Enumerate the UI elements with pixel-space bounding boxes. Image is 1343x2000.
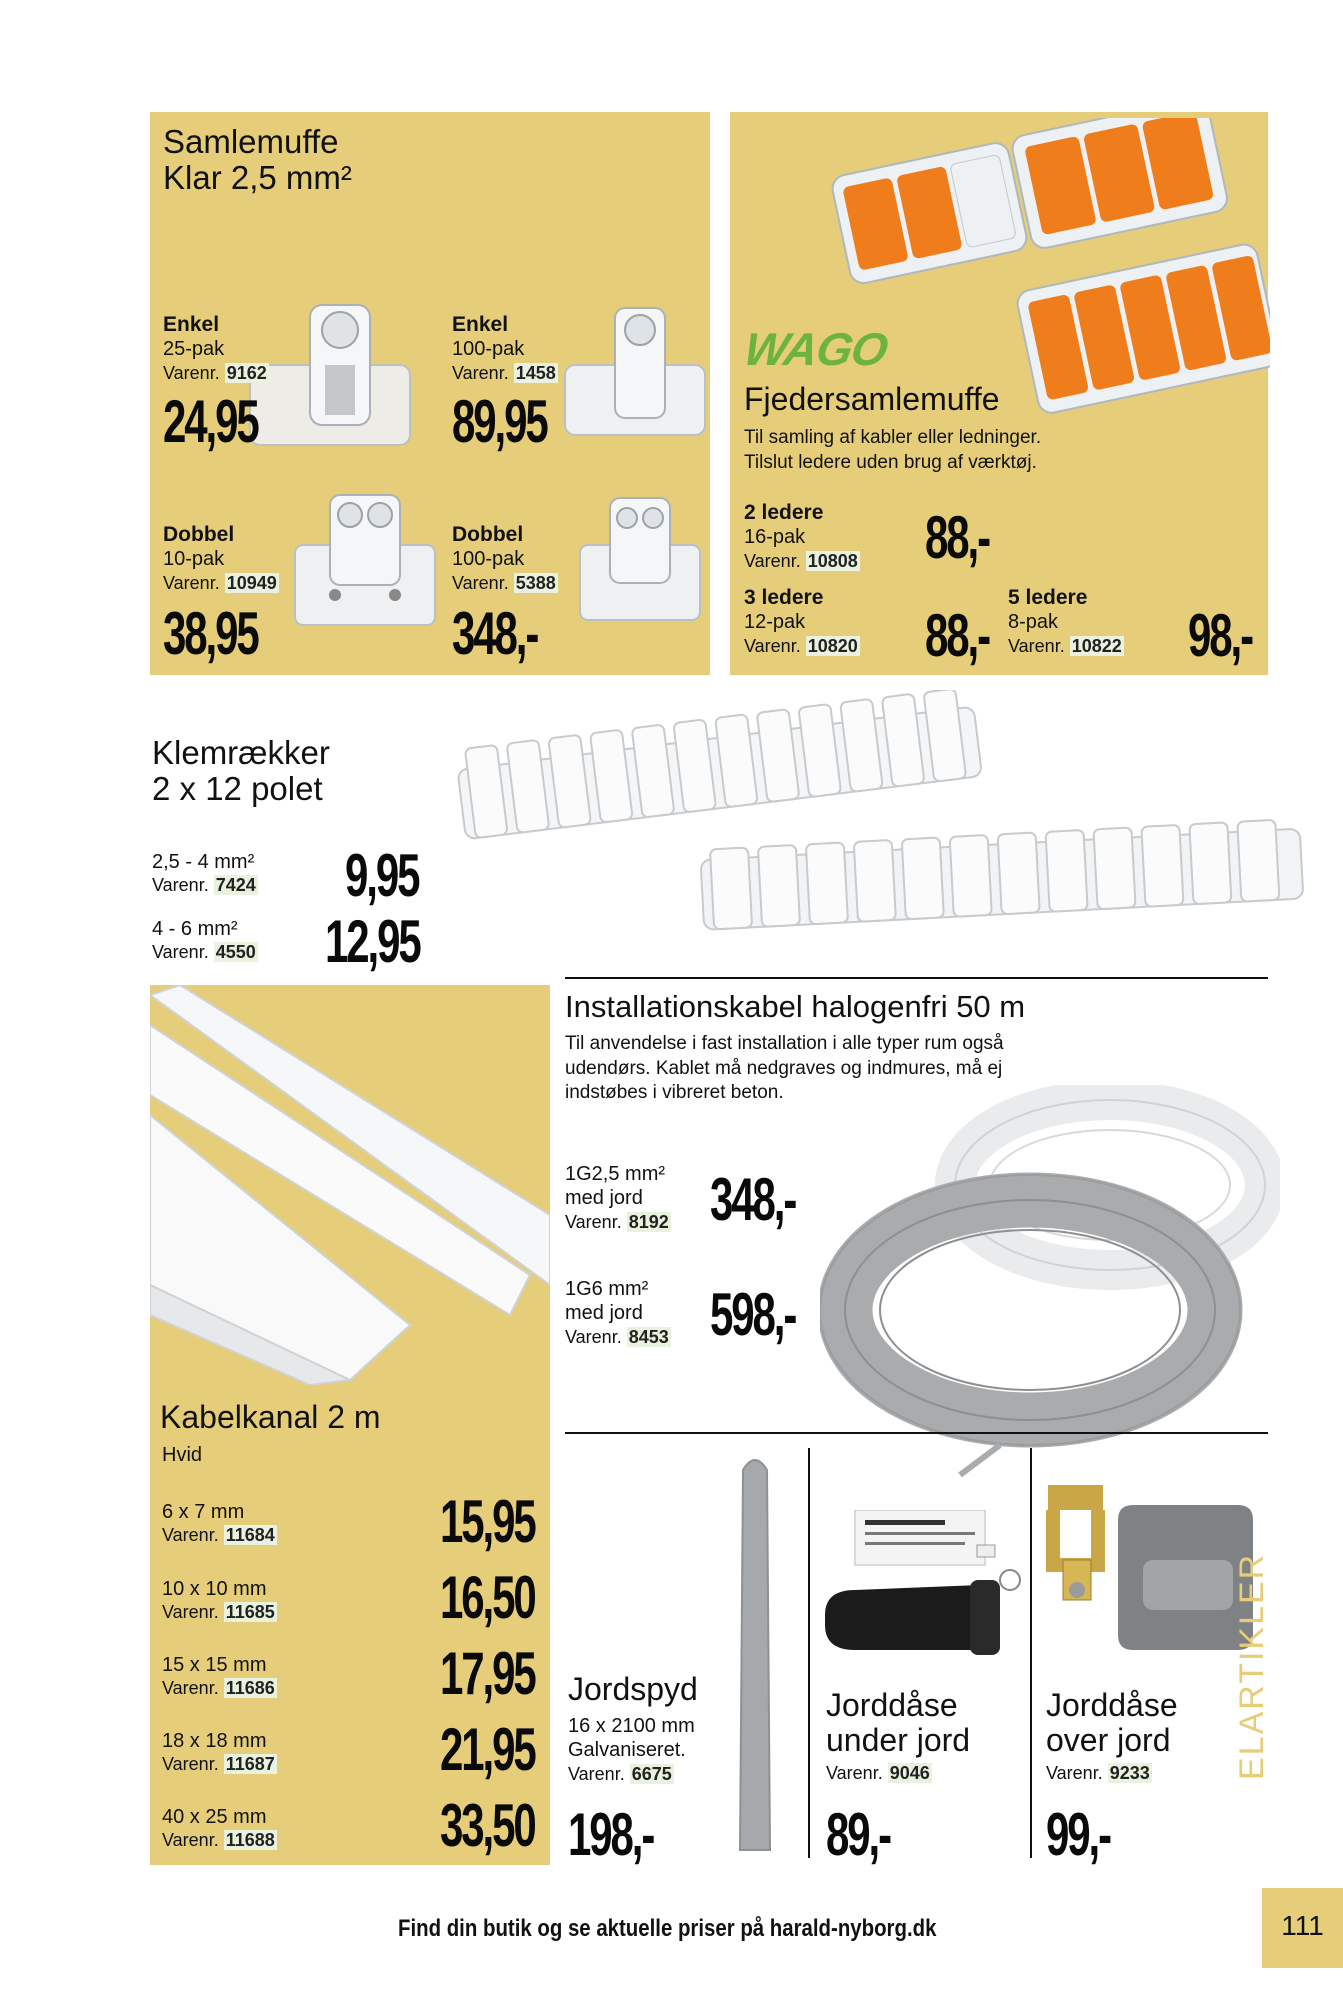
ground-rod-image <box>725 1450 785 1860</box>
varenr-number: 9162 <box>226 362 267 383</box>
price: 99,- <box>1046 1801 1110 1868</box>
varenr-number: 11687 <box>225 1754 275 1775</box>
kabel-item: 1G2,5 mm² med jord Varenr. 8192 <box>565 1163 669 1232</box>
jorddaase-over-varenr: Varenr. 9233 <box>1046 1763 1150 1783</box>
wago-item: 5 ledere 8-pak Varenr. 10822 <box>1008 586 1122 656</box>
samlemuffe-dobbel-image-2 <box>575 490 705 630</box>
varenr-number: 4550 <box>215 942 256 963</box>
cable-coil-image <box>820 1085 1280 1485</box>
price: 15,95 <box>440 1488 535 1555</box>
samlemuffe-enkel-image-2 <box>560 300 710 450</box>
varenr-number: 10949 <box>226 572 277 593</box>
samlemuffe-item: Enkel 25-pak Varenr. 9162 <box>163 313 267 383</box>
kabelkanal-item: 6 x 7 mm Varenr. 11684 <box>162 1501 275 1546</box>
kabelkanal-item: 10 x 10 mm Varenr. 11685 <box>162 1578 275 1623</box>
page-number-box <box>1262 1888 1343 1968</box>
kabelkanal-item: 15 x 15 mm Varenr. 11686 <box>162 1654 275 1699</box>
varenr-number: 11686 <box>225 1678 275 1699</box>
klemraekker-title: Klemrækker 2 x 12 polet <box>152 734 330 807</box>
terminal-strip-image <box>450 690 1310 955</box>
varenr-number: 8192 <box>628 1211 669 1232</box>
price: 21,95 <box>440 1716 535 1783</box>
kabelkanal-item: 18 x 18 mm Varenr. 11687 <box>162 1730 275 1775</box>
section-divider <box>565 977 1268 979</box>
wago-description: Til samling af kabler eller ledninger. Tilslut ledere uden brug af værktøj. <box>744 427 1042 473</box>
varenr-number: 9233 <box>1109 1763 1150 1783</box>
varenr-number: 7424 <box>215 875 256 896</box>
jorddaase-over-title: Jorddåse over jord <box>1046 1687 1178 1758</box>
price: 88,- <box>925 602 989 669</box>
kabelkanal-title: Kabelkanal 2 m <box>160 1399 381 1435</box>
price: 348,- <box>710 1166 796 1233</box>
klemraekker-item: 4 - 6 mm² Varenr. 4550 <box>152 918 256 963</box>
category-side-tab: ELARTIKLER <box>1233 1552 1271 1780</box>
samlemuffe-item: Dobbel 100-pak Varenr. 5388 <box>452 523 556 593</box>
samlemuffe-dobbel-image-1 <box>290 485 440 635</box>
kabelkanal-item: 40 x 25 mm Varenr. 11688 <box>162 1806 275 1851</box>
samlemuffe-title: Samlemuffe Klar 2,5 mm² <box>163 123 352 196</box>
kabel-title: Installationskabel halogenfri 50 m <box>565 989 1026 1024</box>
jorddaase-under-varenr: Varenr. 9046 <box>826 1763 930 1783</box>
footer-text: Find din butik og se aktuelle priser på harald-nyborg.dk <box>398 1915 937 1942</box>
klemraekker-item: 2,5 - 4 mm² Varenr. 7424 <box>152 851 256 896</box>
varenr-number: 10808 <box>807 550 858 571</box>
jordspyd-title: Jordspyd <box>568 1671 698 1707</box>
price: 17,95 <box>440 1640 535 1707</box>
wago-item: 2 ledere 16-pak Varenr. 10808 <box>744 501 858 571</box>
price: 12,95 <box>325 908 420 975</box>
varenr-number: 5388 <box>515 572 556 593</box>
price: 33,50 <box>440 1792 535 1859</box>
price: 98,- <box>1188 602 1252 669</box>
jorddaase-under-image <box>815 1510 1025 1670</box>
samlemuffe-item: Dobbel 10-pak Varenr. 10949 <box>163 523 277 593</box>
price: 89,- <box>826 1801 890 1868</box>
price: 89,95 <box>452 388 547 455</box>
varenr-number: 9046 <box>889 1763 930 1783</box>
section-divider <box>565 1432 1268 1434</box>
page-number: 111 <box>1281 1910 1324 1941</box>
cable-duct-image <box>150 985 550 1385</box>
kabel-description: Til anvendelse i fast installation i alle typer rum også udendørs. Kablet må nedgraves og indmures, må ej indstøbes i vibreret beton. <box>565 1033 1004 1104</box>
price: 24,95 <box>163 388 258 455</box>
varenr-number: 10822 <box>1071 635 1122 656</box>
kabelkanal-subtitle: Hvid <box>162 1444 203 1466</box>
varenr-number: 11688 <box>225 1830 275 1851</box>
price: 16,50 <box>440 1564 535 1631</box>
wago-item: 3 ledere 12-pak Varenr. 10820 <box>744 586 858 656</box>
varenr-number: 11684 <box>225 1525 275 1546</box>
price: 88,- <box>925 504 989 571</box>
wago-logo: WAGO <box>740 323 892 375</box>
samlemuffe-item: Enkel 100-pak Varenr. 1458 <box>452 313 556 383</box>
wago-title: Fjedersamlemuffe <box>744 381 1000 417</box>
varenr-number: 1458 <box>515 362 556 383</box>
column-divider <box>808 1448 810 1858</box>
varenr-number: 6675 <box>631 1763 672 1784</box>
varenr-number: 11685 <box>225 1602 275 1623</box>
jordspyd-info: 16 x 2100 mm Galvaniseret. Varenr. 6675 <box>568 1715 695 1784</box>
jorddaase-under-title: Jorddåse under jord <box>826 1687 971 1758</box>
price: 598,- <box>710 1281 796 1348</box>
kabel-item: 1G6 mm² med jord Varenr. 8453 <box>565 1278 669 1347</box>
price: 198,- <box>568 1801 654 1868</box>
column-divider <box>1030 1448 1032 1858</box>
price: 9,95 <box>345 842 419 909</box>
varenr-number: 10820 <box>807 635 858 656</box>
price: 348,- <box>452 600 538 667</box>
varenr-number: 8453 <box>628 1326 669 1347</box>
price: 38,95 <box>163 600 258 667</box>
